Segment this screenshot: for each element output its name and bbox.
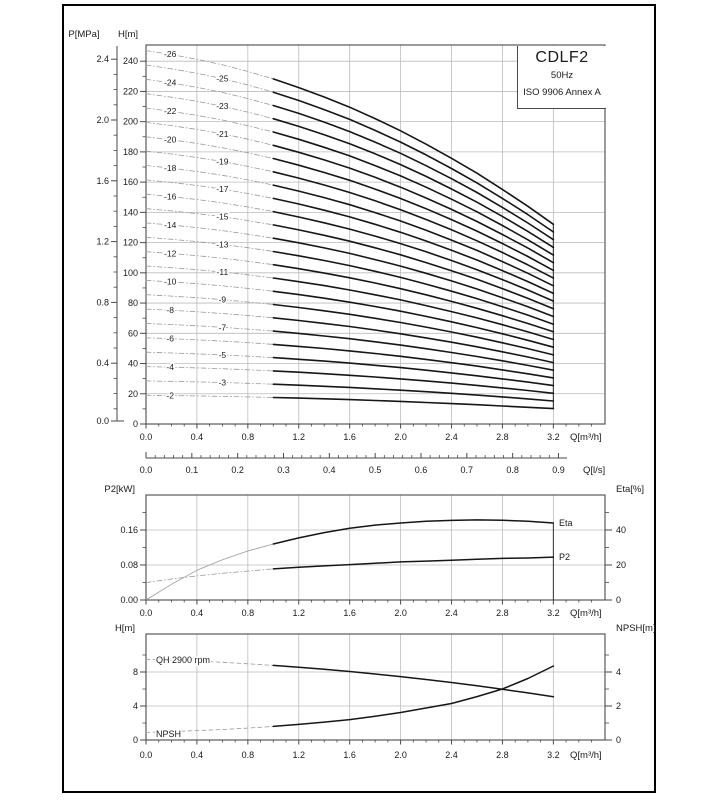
- svg-text:2.4: 2.4: [445, 608, 458, 618]
- p2-axis: [104, 484, 146, 605]
- svg-text:0.0: 0.0: [139, 608, 153, 618]
- main-x-axis: [140, 424, 602, 443]
- svg-text:0.4: 0.4: [323, 465, 336, 475]
- svg-text:140: 140: [122, 207, 138, 218]
- qh-grid: [146, 634, 605, 740]
- svg-text:2.0: 2.0: [96, 115, 109, 125]
- h-axis: [115, 623, 146, 745]
- svg-text:-16: -16: [164, 191, 177, 202]
- svg-text:1.2: 1.2: [292, 432, 306, 442]
- svg-text:Q[m³/h]: Q[m³/h]: [570, 432, 602, 443]
- svg-text:-25: -25: [216, 73, 229, 84]
- svg-text:0.3: 0.3: [277, 465, 290, 475]
- svg-text:4: 4: [132, 701, 138, 711]
- svg-text:20: 20: [127, 388, 138, 399]
- svg-text:1.6: 1.6: [343, 432, 356, 442]
- svg-text:0.08: 0.08: [120, 560, 138, 570]
- svg-text:-19: -19: [216, 156, 229, 167]
- svg-text:180: 180: [122, 146, 138, 157]
- svg-text:-5: -5: [218, 349, 227, 360]
- svg-text:2.4: 2.4: [445, 432, 458, 442]
- svg-text:P2: P2: [559, 552, 571, 563]
- svg-text:3.2: 3.2: [547, 432, 560, 442]
- qh-npsh-chart: [115, 623, 656, 761]
- svg-text:100: 100: [122, 267, 138, 278]
- svg-text:-22: -22: [164, 106, 177, 117]
- svg-text:1.6: 1.6: [96, 175, 109, 186]
- svg-text:-18: -18: [164, 162, 177, 173]
- svg-text:-8: -8: [166, 305, 174, 316]
- svg-text:0.00: 0.00: [120, 595, 138, 605]
- svg-text:40: 40: [616, 525, 627, 535]
- svg-text:0.0: 0.0: [139, 750, 153, 760]
- svg-text:0.8: 0.8: [241, 432, 255, 442]
- svg-text:2: 2: [616, 701, 622, 711]
- svg-text:2.0: 2.0: [394, 432, 407, 442]
- ls-axis: [140, 452, 605, 476]
- svg-text:0.4: 0.4: [190, 432, 204, 442]
- svg-text:Eta[%]: Eta[%]: [616, 484, 644, 495]
- svg-text:0: 0: [132, 419, 138, 429]
- svg-text:Q[l/s]: Q[l/s]: [583, 465, 606, 476]
- svg-text:QH 2900 rpm: QH 2900 rpm: [156, 655, 211, 665]
- svg-text:2.4: 2.4: [445, 750, 458, 760]
- svg-text:1.2: 1.2: [292, 750, 306, 760]
- svg-text:-15: -15: [216, 211, 229, 222]
- svg-text:-11: -11: [216, 267, 229, 278]
- svg-text:2.8: 2.8: [496, 750, 509, 760]
- svg-text:Eta: Eta: [559, 518, 573, 528]
- svg-text:0.5: 0.5: [368, 465, 382, 475]
- qh-x-axis: [140, 740, 602, 761]
- svg-text:H[m]: H[m]: [117, 29, 139, 40]
- svg-text:2.4: 2.4: [96, 54, 109, 65]
- svg-text:8: 8: [132, 667, 138, 677]
- svg-text:-13: -13: [216, 239, 229, 250]
- title-box: [517, 46, 606, 109]
- svg-text:0.0: 0.0: [96, 416, 109, 426]
- svg-text:-6: -6: [166, 333, 174, 344]
- power-grid: [146, 495, 605, 600]
- svg-text:1.2: 1.2: [96, 236, 109, 247]
- svg-text:3.2: 3.2: [547, 608, 560, 618]
- svg-text:0.8: 0.8: [241, 608, 255, 618]
- svg-text:0: 0: [132, 735, 138, 745]
- svg-text:NPSH: NPSH: [156, 729, 182, 739]
- svg-text:-20: -20: [164, 134, 177, 145]
- svg-text:0.8: 0.8: [96, 297, 109, 308]
- svg-text:-21: -21: [216, 128, 229, 139]
- svg-text:-7: -7: [218, 322, 227, 333]
- svg-text:60: 60: [127, 328, 138, 339]
- svg-text:0.2: 0.2: [231, 465, 244, 475]
- svg-text:0: 0: [616, 735, 622, 745]
- svg-text:P[MPa]: P[MPa]: [68, 29, 100, 40]
- pump-frequency: 50Hz: [550, 70, 574, 81]
- svg-text:0: 0: [616, 595, 622, 605]
- svg-text:-9: -9: [218, 294, 227, 305]
- svg-text:0.8: 0.8: [506, 465, 519, 475]
- svg-text:3.2: 3.2: [547, 750, 560, 760]
- svg-text:0.4: 0.4: [190, 750, 204, 760]
- eta-axis: [605, 484, 644, 605]
- svg-text:0.4: 0.4: [190, 608, 204, 618]
- svg-text:2.8: 2.8: [496, 432, 509, 442]
- npsh-axis: [605, 623, 656, 745]
- svg-text:0.4: 0.4: [96, 358, 109, 369]
- svg-text:0.16: 0.16: [120, 525, 138, 535]
- svg-text:-12: -12: [164, 248, 177, 259]
- svg-text:Q[m³/h]: Q[m³/h]: [570, 750, 602, 761]
- svg-text:-23: -23: [216, 101, 229, 112]
- svg-text:-2: -2: [166, 390, 174, 401]
- main-h-axis: [118, 29, 146, 429]
- svg-text:160: 160: [122, 177, 138, 188]
- svg-text:1.2: 1.2: [292, 608, 306, 618]
- svg-text:1.6: 1.6: [343, 608, 356, 618]
- svg-text:40: 40: [127, 358, 138, 369]
- svg-text:NPSH[m]: NPSH[m]: [616, 623, 656, 634]
- svg-text:2.0: 2.0: [394, 750, 407, 760]
- pump-standard: ISO 9906 Annex A: [523, 87, 601, 98]
- main-p-axis: [68, 29, 124, 426]
- svg-text:Q[m³/h]: Q[m³/h]: [570, 608, 602, 619]
- svg-text:0.8: 0.8: [241, 750, 255, 760]
- svg-text:200: 200: [122, 116, 138, 127]
- svg-text:240: 240: [122, 56, 138, 67]
- svg-text:0.6: 0.6: [414, 465, 428, 475]
- svg-text:0.1: 0.1: [185, 465, 199, 475]
- svg-text:0.9: 0.9: [552, 465, 565, 475]
- svg-text:-17: -17: [216, 184, 229, 195]
- svg-text:P2[kW]: P2[kW]: [104, 484, 135, 495]
- svg-text:H[m]: H[m]: [114, 623, 135, 634]
- svg-text:0.7: 0.7: [460, 465, 474, 475]
- svg-text:1.6: 1.6: [343, 750, 356, 760]
- svg-text:80: 80: [127, 298, 138, 309]
- power-chart: [104, 484, 644, 619]
- svg-text:-26: -26: [164, 49, 177, 60]
- svg-text:-4: -4: [166, 362, 174, 373]
- svg-text:120: 120: [122, 237, 138, 248]
- svg-text:2.0: 2.0: [394, 608, 407, 618]
- svg-text:0.0: 0.0: [139, 465, 153, 475]
- svg-text:220: 220: [122, 86, 138, 97]
- svg-text:2.8: 2.8: [496, 608, 509, 618]
- power-x-axis: [140, 600, 602, 619]
- svg-text:-14: -14: [164, 219, 177, 230]
- svg-text:0.0: 0.0: [139, 432, 153, 442]
- svg-text:-10: -10: [164, 276, 177, 287]
- pump-model: CDLF2: [535, 49, 589, 66]
- svg-text:-3: -3: [218, 377, 227, 388]
- svg-text:-24: -24: [164, 77, 177, 88]
- svg-text:4: 4: [616, 667, 622, 677]
- svg-text:20: 20: [616, 560, 627, 570]
